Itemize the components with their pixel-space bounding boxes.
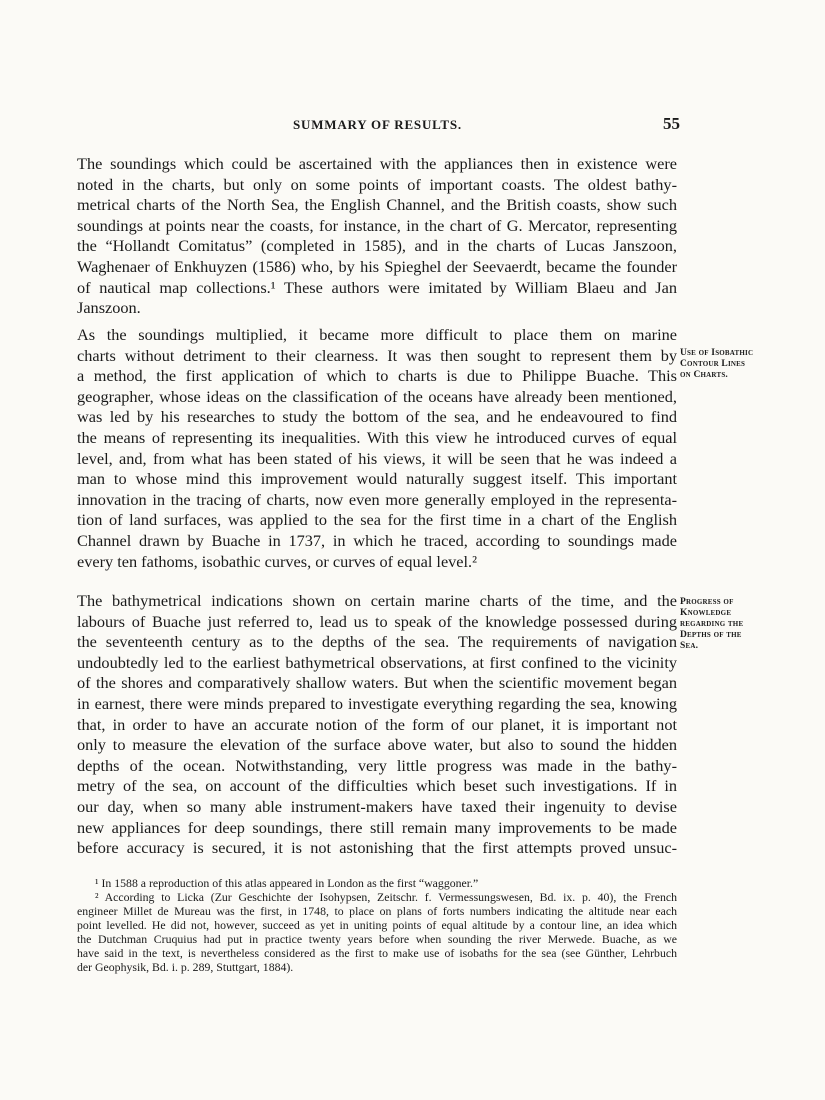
- text-line: of the shores and comparatively shallow waters. But when the scientific movement began: [77, 673, 677, 693]
- page-number: 55: [663, 114, 680, 133]
- footnote-line: have said in the text, is nevertheless considered as the first to make use of isobaths for the sea (see Günther, Lehrbuch: [77, 946, 677, 960]
- footnote-line: ¹ In 1588 a reproduction of this atlas appeared in London as the first “waggoner.”: [95, 876, 479, 890]
- text-line: innovation in the tracing of charts, now even more generally employed in the representa-: [77, 489, 677, 509]
- text-line: metry of the sea, on account of the difficulties which beset such investigations. If in: [77, 776, 677, 796]
- sidenote-line: Depths of the: [680, 630, 742, 640]
- text-line: tion of land surfaces, was applied to the sea for the first time in a chart of the English: [77, 510, 677, 530]
- sidenote-line: regarding the: [680, 619, 744, 629]
- text-line: the seventeenth century as to the depths of the sea. The requirements of navigation: [77, 632, 677, 652]
- text-line: Janszoon.: [77, 298, 141, 318]
- footnote-line: point levelled. He did not, however, succeed as yet in uniting points of equal altitude by a contour line, an idea which: [77, 918, 677, 932]
- footnote-line: engineer Millet de Mureau was the first, in 1748, to place on plans of forts numbers indicating the altitude near each: [77, 904, 677, 918]
- text-line: Channel drawn by Buache in 1737, in which he traced, according to soundings made: [77, 530, 677, 550]
- footnote-line: the Dutchman Cruquius had put in practice twenty years before when sounding the river Merwede. Buache, as we: [77, 932, 677, 946]
- text-line: As the soundings multiplied, it became more difficult to place them on marine: [77, 325, 677, 344]
- text-line: every ten fathoms, isobathic curves, or curves of equal level.²: [77, 551, 478, 571]
- text-line: of nautical map collections.¹ These authors were imitated by William Blaeu and Jan: [77, 277, 677, 297]
- text-line: The bathymetrical indications shown on certain marine charts of the time, and the: [77, 591, 677, 610]
- text-line: undoubtedly led to the earliest bathymetrical observations, at first confined to the vicinity: [77, 652, 677, 672]
- sidenote-line: Use of Isobathic: [680, 348, 754, 358]
- paragraph-1: [77, 154, 677, 319]
- text-line: the means of representing its inequalities. With this view he introduced curves of equal: [77, 427, 677, 447]
- text-line: before accuracy is secured, it is not astonishing that the first attempts proved unsuc-: [77, 838, 677, 858]
- text-line: Waghenaer of Enkhuyzen (1586) who, by his Spieghel der Seevaerdt, became the founder: [77, 256, 677, 276]
- text-line: only to measure the elevation of the surface above water, but also to sound the hidden: [77, 735, 677, 755]
- sidenote-line: Contour Lines: [680, 359, 746, 369]
- footnote-1: [77, 876, 677, 890]
- text-line: geographer, whose ideas on the classification of the oceans have already been mentioned,: [77, 386, 677, 406]
- paragraph-3: [77, 591, 677, 859]
- text-line: man to whose mind this improvement would naturally suggest itself. This important: [77, 469, 677, 489]
- sidenote-isobathic-contour-lines: [680, 348, 790, 381]
- text-line: noted in the charts, but only on some points of important coasts. The oldest bathy-: [77, 174, 677, 194]
- footnote-line: der Geophysik, Bd. i. p. 289, Stuttgart, 1884).: [77, 960, 294, 974]
- text-line: The soundings which could be ascertained with the appliances then in existence were: [77, 154, 677, 173]
- footnote-line: ² According to Licka (Zur Geschichte der Isohypsen, Zeitschr. f. Vermessungswesen, Bd. ix. p. 40), the French: [95, 890, 677, 904]
- running-title: SUMMARY OF RESULTS.: [293, 117, 462, 132]
- running-head: [75, 114, 680, 137]
- footnotes: [77, 876, 677, 974]
- footnote-2: [77, 890, 677, 974]
- text-line: metrical charts of the North Sea, the English Channel, and the British coasts, show such: [77, 195, 677, 215]
- text-line: new appliances for deep soundings, there still remain many improvements to be made: [77, 817, 677, 837]
- text-line: that, in order to have an accurate notion of the form of our planet, it is important not: [77, 714, 677, 734]
- text-line: in earnest, there were minds prepared to investigate everything regarding the sea, knowing: [77, 693, 677, 713]
- text-line: the “Hollandt Comitatus” (completed in 1585), and in the charts of Lucas Janszoon,: [77, 236, 677, 256]
- text-line: charts without detriment to their clearness. It was then sought to represent them by: [77, 345, 677, 365]
- text-line: our day, when so many able instrument-makers have taxed their ingenuity to devise: [77, 796, 677, 816]
- sidenote-line: on Charts.: [680, 370, 728, 380]
- sidenote-line: Progress of: [680, 597, 734, 607]
- sidenote-line: Sea.: [680, 641, 699, 651]
- text-line: level, and, from what has been stated of his views, it will be seen that he was indeed a: [77, 448, 677, 468]
- paragraph-2: [77, 325, 677, 572]
- sidenote-progress-of-knowledge: [680, 597, 790, 652]
- text-line: a method, the first application of which to charts is due to Philippe Buache. This: [77, 366, 677, 386]
- sidenote-line: Knowledge: [680, 608, 732, 618]
- text-line: soundings at points near the coasts, for instance, in the chart of G. Mercator, representing: [77, 215, 677, 235]
- text-line: depths of the ocean. Notwithstanding, very little progress was made in the bathy-: [77, 755, 677, 775]
- text-line: labours of Buache just referred to, lead us to speak of the knowledge possessed during: [77, 611, 677, 631]
- text-line: was led by his researches to study the bottom of the sea, and he endeavoured to find: [77, 407, 677, 427]
